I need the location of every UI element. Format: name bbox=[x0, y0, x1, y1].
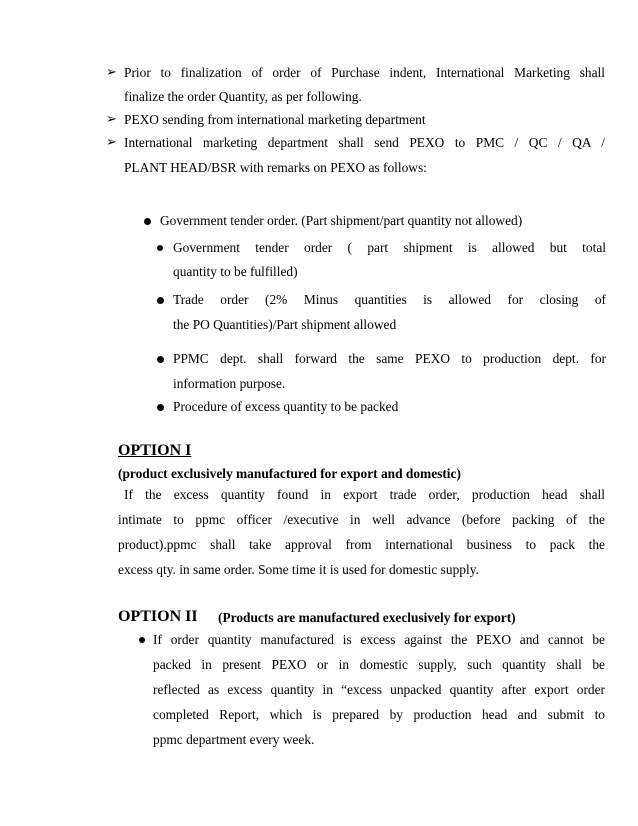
bullet-procedure: Procedure of excess quantity to be packed bbox=[173, 399, 399, 414]
bullet-trade-order-line-1: Trade order (2% Minus quantities is allowed for closing of bbox=[173, 292, 606, 307]
bullet-government-tender-2-line-2: quantity to be fulfilled) bbox=[173, 264, 298, 279]
bullet-dot-icon bbox=[144, 218, 151, 225]
bullet-dot-icon bbox=[157, 297, 164, 304]
option-2-line-3: reflected as excess quantity in “excess unpacked quantity after export order bbox=[153, 682, 605, 697]
bullet-dot-icon bbox=[157, 356, 164, 363]
option-1-line-1: If the excess quantity found in export trade order, production head shall bbox=[124, 487, 605, 502]
bullet-trade-order-line-2: the PO Quantities)/Part shipment allowed bbox=[173, 317, 397, 332]
option-1-line-3: product).ppmc shall take approval from international business to pack the bbox=[118, 537, 605, 552]
option-2-subheading: (Products are manufactured execlusively for export) bbox=[218, 610, 516, 625]
bullet-dot-icon bbox=[157, 245, 163, 251]
arrow-bullet-icon: ➢ bbox=[106, 64, 117, 79]
option-1-line-2: intimate to ppmc officer /executive in well advance (before packing of the bbox=[118, 512, 605, 527]
intro-bullet-2: PEXO sending from international marketing department bbox=[124, 112, 426, 127]
intro-bullet-3-line-2: PLANT HEAD/BSR with remarks on PEXO as follows: bbox=[124, 160, 427, 175]
intro-bullet-1-line-2: finalize the order Quantity, as per following. bbox=[124, 89, 362, 104]
bullet-ppmc-line-1: PPMC dept. shall forward the same PEXO to production dept. for bbox=[173, 351, 606, 366]
arrow-bullet-icon: ➢ bbox=[106, 111, 117, 126]
intro-bullet-3-line-1: International marketing department shall send PEXO to PMC / QC / QA / bbox=[124, 135, 605, 150]
option-2-line-1: If order quantity manufactured is excess against the PEXO and cannot be bbox=[153, 632, 605, 647]
option-1-line-4: excess qty. in same order. Some time it is used for domestic supply. bbox=[118, 562, 479, 577]
bullet-dot-icon bbox=[157, 404, 164, 411]
bullet-government-tender-2-line-1: Government tender order ( part shipment is allowed but total bbox=[173, 240, 606, 255]
bullet-government-tender: Government tender order. (Part shipment/part quantity not allowed) bbox=[160, 213, 523, 228]
arrow-bullet-icon: ➢ bbox=[106, 134, 117, 149]
option-2-line-4: completed Report, which is prepared by production head and submit to bbox=[153, 707, 605, 722]
intro-bullet-1-line-1: Prior to finalization of order of Purchase indent, International Marketing shall bbox=[124, 65, 605, 80]
option-2-line-2: packed in present PEXO or in domestic supply, such quantity shall be bbox=[153, 657, 605, 672]
option-1-heading: OPTION I bbox=[118, 442, 192, 459]
option-2-heading: OPTION II bbox=[118, 608, 198, 625]
bullet-ppmc-line-2: information purpose. bbox=[173, 376, 286, 391]
option-2-line-5: ppmc department every week. bbox=[153, 732, 315, 747]
option-1-subheading: (product exclusively manufactured for export and domestic) bbox=[118, 466, 461, 481]
bullet-dot-icon bbox=[139, 637, 145, 643]
